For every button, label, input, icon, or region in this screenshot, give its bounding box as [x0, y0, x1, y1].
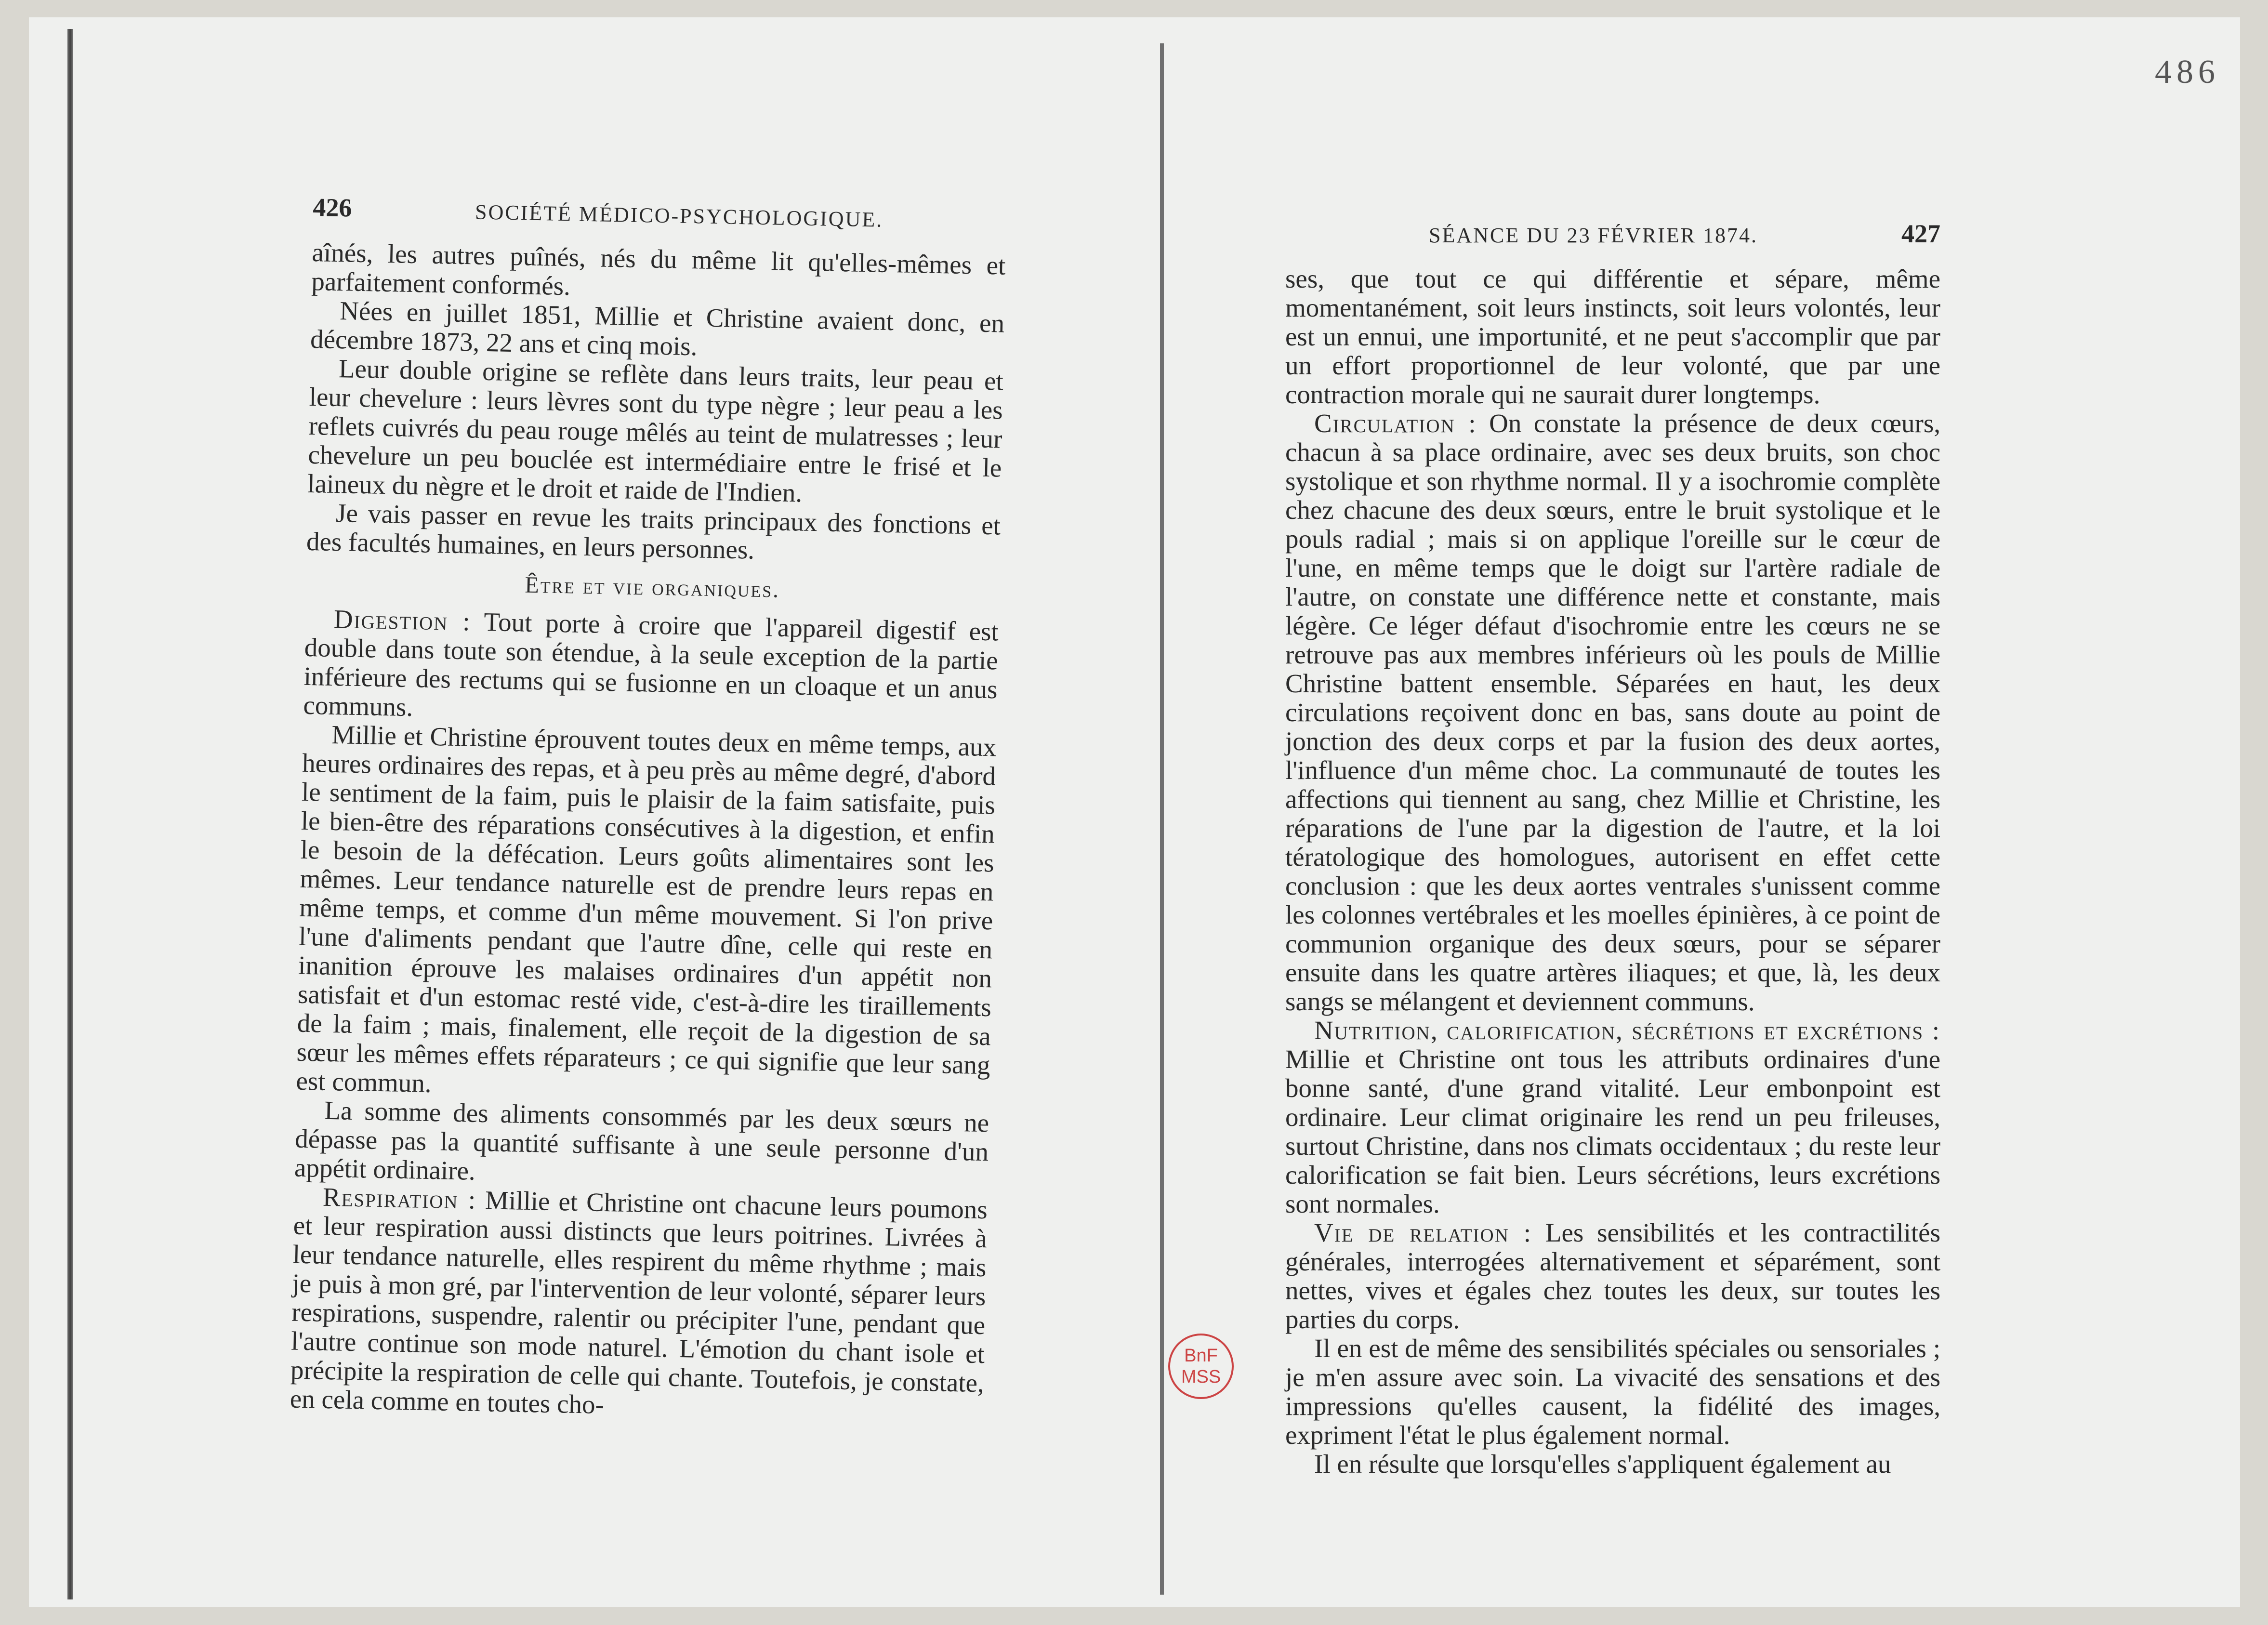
paragraph	[1285, 1218, 1940, 1334]
paragraph: Leur double origine se reflète dans leurs traits, leur peau et leur chevelure : leurs lèvres sont du type nègre ; leur peau a les reflets cuivrés du peau rouge mêlés au teint de mulatresses ; leur chevelure un peu bouclée est intermédiaire entre le frisé et le laineux du nègre et le droit et raide de l'Indien.	[307, 354, 1004, 508]
paragraph: La somme des aliments consommés par les deux sœurs ne dépasse pas la quantité suffisante à une seule personne d'un appétit ordinaire.	[294, 1095, 989, 1186]
stamp-line: MSS	[1181, 1367, 1221, 1387]
left-page	[290, 193, 1006, 1427]
paragraph-text: Tout porte à croire que l'appareil digestif est double dans toute son étendue, à la seule exception de la partie inférieure des rectums qui se fusionne en un cloaque et un anus communs.	[303, 607, 999, 722]
paragraph: Il en est de même des sensibilités spéciales ou sensoriales ; je m'en assure avec soin. La vivacité des sensations et des impressions qu'elles causent, la fidélité des images, expriment l'état le plus également normal.	[1285, 1334, 1940, 1450]
running-title: SÉANCE DU 23 FÉVRIER 1874.	[1428, 224, 1758, 247]
library-stamp	[1168, 1334, 1234, 1399]
folio-number: 486	[2155, 53, 2220, 91]
paragraph-lead: Digestion :	[333, 604, 472, 636]
paragraph-text: Millie et Christine ont chacune leurs poumons et leur respiration aussi distincts que leurs poitrines. Livrées à leur tendance naturelle, elles respirent du même rhythme ; mais je puis à mon gré, par l'intervention de leur volonté, séparer leurs respirations, suspendre, ralentir ou précipiter l'une, pendant que l'autre continue son mode naturel. L'émotion du chant isole et précipite la respiration de celle qui chante. Toutefois, je constate, en cela comme en toutes cho-	[290, 1185, 988, 1420]
paragraph: aînés, les autres puînés, nés du même lit qu'elles-mêmes et parfaitement conformés.	[311, 237, 1006, 301]
gutter-line	[1160, 43, 1164, 1595]
paragraph-lead: Circulation :	[1314, 409, 1477, 438]
page-number: 426	[312, 193, 352, 223]
section-heading: Être et vie organiques.	[525, 572, 780, 603]
paragraph-text: Millie et Christine ont tous les attributs ordinaires d'une bonne santé, d'une grand vitalité. Leur embonpoint est ordinaire. Leur climat originaire les rend un peu frileuses, surtout Christine, dans nos climats occidentaux ; du reste leur calorification se fait bien. Leurs sécrétions, leurs excrétions sont normales.	[1285, 1044, 1940, 1218]
paragraph: Je vais passer en revue les traits principaux des fonctions et des facultés humaines, en leurs personnes.	[306, 498, 1001, 565]
paragraph: Il en résulte que lorsqu'elles s'appliquent également au	[1314, 1449, 1891, 1479]
paragraph	[1285, 409, 1940, 1016]
paragraph: Nées en juillet 1851, Millie et Christine avaient donc, en décembre 1873, 22 ans et cinq mois.	[310, 296, 1005, 361]
paragraph-text: Les sensibilités et les contractilités générales, interrogées alternativement et séparément, sont nettes, vives et égales chez toutes les deux, sur toutes les parties du corps.	[1285, 1218, 1940, 1334]
paragraph	[290, 1182, 988, 1427]
paragraph: Millie et Christine éprouvent toutes deux en même temps, aux heures ordinaires des repas, et à peu près au même degré, d'abord le sentiment de la faim, puis le plaisir de la faim satisfaite, puis le bien-être des réparations consécutives à la digestion, et enfin le besoin de la défécation. Leurs goûts alimentaires sont les mêmes. Leur tendance naturelle est de prendre leurs repas en même temps, et comme d'un même mouvement. Si l'on prive l'une d'aliments pendant que l'autre dîne, celle qui reste en inanition éprouve les malaises ordinaires d'un appétit non satisfait et d'un estomac resté vide, c'est-à-dire les tiraillements de la faim ; mais, finalement, elle reçoit de la digestion de sa sœur les mêmes effets réparateurs ; ce qui signifie que leur sang est commun.	[296, 719, 997, 1098]
paragraph: ses, que tout ce qui différentie et sépare, même momentanément, soit leurs instincts, soit leurs volontés, leur est un ennui, une importunité, et ne peut s'accomplir que par un effort proportionnel de leur volonté, que par une contraction morale qui ne saurait durer longtemps.	[1285, 264, 1940, 409]
paragraph-text: On constate la présence de deux cœurs, chacun à sa place ordinaire, avec ses deux bruits, son choc systolique et son rhythme normal. Il y a isochromie complète chez chacune des deux sœurs, entre le bruit systolique et le pouls radial ; mais si on applique l'oreille sur le cœur de l'une, en même temps que le doigt sur l'artère radiale de l'autre, on constate une différence nette et constante, mais légère. Ce léger défaut d'isochromie entre les cœurs ne se retrouve pas aux membres inférieurs où les pouls de Millie Christine battent ensemble. Séparées en haut, les deux circulations reçoivent donc en bas, sans doute au point de jonction des deux corps et par la fusion des deux aortes, l'influence d'un même choc. La communauté de toutes les affections qui tiennent au sang, chez Millie et Christine, les réparations de l'une par la digestion de l'autre, et la loi tératologique des homologues, autorisent en effet cette conclusion : que les deux aortes ventrales s'unissent comme les colonnes vertébrales et les moelles épinières, à ce point de communion organique des deux sœurs, pour se séparer ensuite dans les quatre artères iliaques; et que, là, les deux sangs se mélangent et deviennent communs.	[1285, 409, 1941, 1016]
paragraph	[1285, 1016, 1940, 1218]
right-running-head	[1285, 219, 1940, 250]
running-title: SOCIÉTÉ MÉDICO-PSYCHOLOGIQUE.	[475, 200, 883, 232]
binding-edge	[67, 29, 73, 1599]
page-number: 427	[1901, 219, 1940, 248]
paragraph	[303, 604, 999, 733]
stamp-line: BnF	[1184, 1346, 1218, 1366]
paragraph-lead: Vie de relation :	[1314, 1218, 1532, 1247]
right-page	[1285, 219, 1940, 1479]
paragraph-lead: Respiration :	[322, 1182, 477, 1215]
paragraph-lead: Nutrition, calorification, sécrétions et excrétions :	[1314, 1016, 1940, 1045]
